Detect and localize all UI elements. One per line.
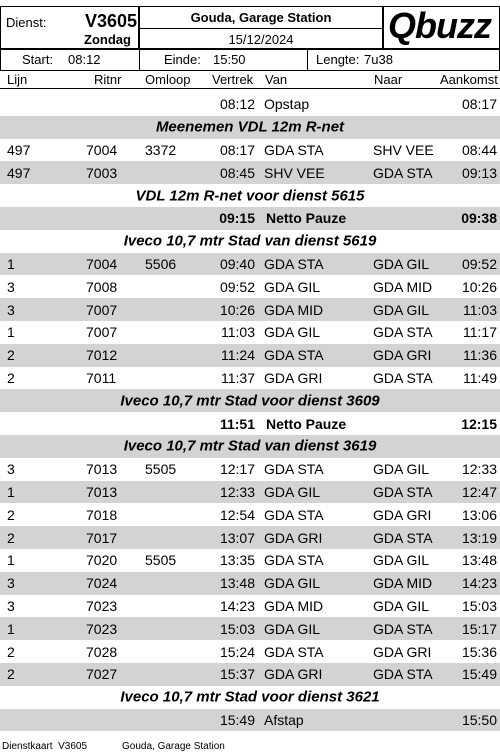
cell-van: GDA STA bbox=[264, 506, 324, 523]
cell-naar: GDA STA bbox=[373, 324, 433, 341]
table-row bbox=[0, 481, 500, 504]
cell-van: GDA GIL bbox=[264, 324, 321, 341]
cell-ritnr: 7004 bbox=[86, 141, 118, 158]
cell-ritnr: 7023 bbox=[86, 597, 118, 614]
cell-aankomst: 08:44 bbox=[461, 141, 497, 158]
cell-vertrek: 13:35 bbox=[219, 552, 255, 569]
cell-vertrek: 11:37 bbox=[221, 369, 255, 386]
cell-van: Netto Pauze bbox=[266, 210, 347, 227]
cell-lijn: 3 bbox=[7, 575, 15, 592]
cell-lijn: 2 bbox=[7, 369, 15, 386]
cell-lijn: 1 bbox=[7, 324, 15, 341]
cell-van: GDA STA bbox=[264, 461, 324, 478]
cell-naar: GDA GIL bbox=[373, 301, 430, 318]
cell-van: GDA STA bbox=[264, 552, 324, 569]
cell-aankomst: 11:36 bbox=[463, 347, 497, 364]
cell-ritnr: 7012 bbox=[86, 347, 118, 364]
cell-aankomst: 15:36 bbox=[461, 643, 497, 660]
cell-naar: GDA STA bbox=[373, 529, 433, 546]
table-row bbox=[0, 139, 500, 162]
col-vertrek: Vertrek bbox=[212, 72, 254, 87]
cell-van: GDA GIL bbox=[264, 483, 321, 500]
section-title: Iveco 10,7 mtr Stad van dienst 5619 bbox=[123, 232, 377, 250]
cell-ritnr: 7028 bbox=[86, 643, 118, 660]
cell-omloop: 5505 bbox=[145, 552, 177, 569]
afstap-row bbox=[0, 709, 500, 732]
date-label: 15/12/2024 bbox=[228, 32, 294, 47]
table-row bbox=[0, 253, 500, 276]
cell-naar: GDA STA bbox=[373, 620, 433, 637]
cell-ritnr: 7013 bbox=[86, 483, 118, 500]
cell-naar: GDA GRI bbox=[373, 347, 432, 364]
cell-lijn: 2 bbox=[7, 666, 15, 683]
section-title: Iveco 10,7 mtr Stad voor dienst 3621 bbox=[120, 688, 380, 706]
start-label: Start: bbox=[22, 52, 54, 67]
section-header bbox=[0, 116, 500, 139]
cell-naar: GDA GRI bbox=[373, 643, 432, 660]
table-row bbox=[0, 549, 500, 572]
table-row bbox=[0, 93, 500, 116]
cell-naar: GDA MID bbox=[373, 278, 433, 295]
table-row bbox=[0, 321, 500, 344]
cell-vertrek: 12:54 bbox=[219, 506, 255, 523]
cell-van: GDA GRI bbox=[264, 666, 323, 683]
cell-van: Opstap bbox=[264, 96, 310, 113]
cell-ritnr: 7003 bbox=[86, 164, 118, 181]
cell-aankomst: 11:49 bbox=[463, 369, 497, 386]
cell-naar: SHV VEE bbox=[373, 141, 434, 158]
table-row bbox=[0, 367, 500, 390]
cell-vertrek: 08:12 bbox=[219, 96, 255, 113]
cell-lijn: 497 bbox=[7, 141, 31, 158]
cell-van: GDA MID bbox=[264, 597, 324, 614]
cell-vertrek: 09:15 bbox=[219, 210, 255, 227]
cell-ritnr: 7007 bbox=[86, 301, 118, 318]
cell-aankomst: 13:06 bbox=[461, 506, 497, 523]
section-header bbox=[0, 435, 500, 458]
cell-vertrek: 12:33 bbox=[219, 483, 255, 500]
cell-vertrek: 09:40 bbox=[219, 255, 255, 272]
section-header bbox=[0, 184, 500, 207]
cell-aankomst: 15:50 bbox=[461, 711, 497, 728]
table-row bbox=[0, 526, 500, 549]
header-divider bbox=[139, 28, 383, 29]
table-row bbox=[0, 458, 500, 481]
cell-omloop: 5506 bbox=[145, 255, 177, 272]
table-row bbox=[0, 503, 500, 526]
location-label: Gouda, Garage Station bbox=[190, 10, 332, 25]
cell-vertrek: 11:03 bbox=[221, 324, 255, 341]
cell-lijn: 2 bbox=[7, 643, 15, 660]
table-row bbox=[0, 572, 500, 595]
cell-aankomst: 09:13 bbox=[461, 164, 497, 181]
cell-lijn: 3 bbox=[7, 278, 15, 295]
cell-van: GDA MID bbox=[264, 301, 324, 318]
table-row bbox=[0, 663, 500, 686]
cell-vertrek: 10:26 bbox=[219, 301, 255, 318]
cell-aankomst: 11:17 bbox=[463, 324, 497, 341]
cell-ritnr: 7027 bbox=[86, 666, 118, 683]
pause-row bbox=[0, 412, 500, 435]
times-divider-2 bbox=[307, 49, 308, 71]
cell-vertrek: 11:51 bbox=[219, 415, 255, 432]
cell-lijn: 1 bbox=[7, 255, 15, 272]
cell-naar: GDA GIL bbox=[373, 255, 430, 272]
cell-vertrek: 13:07 bbox=[219, 529, 255, 546]
cell-lijn: 3 bbox=[7, 461, 15, 478]
cell-vertrek: 15:37 bbox=[219, 666, 255, 683]
cell-aankomst: 13:19 bbox=[461, 529, 497, 546]
cell-van: Afstap bbox=[264, 711, 304, 728]
column-header-row bbox=[0, 71, 500, 89]
col-van: Van bbox=[265, 72, 288, 87]
cell-vertrek: 15:03 bbox=[219, 620, 255, 637]
col-lijn: Lijn bbox=[7, 72, 28, 87]
section-header bbox=[0, 389, 500, 412]
footer-left: Dienstkaart V3605 bbox=[2, 741, 88, 752]
col-aankomst: Aankomst bbox=[440, 72, 498, 87]
col-naar: Naar bbox=[374, 72, 403, 87]
cell-aankomst: 10:26 bbox=[461, 278, 497, 295]
cell-lijn: 2 bbox=[7, 347, 15, 364]
lengte-value: 7u38 bbox=[364, 52, 393, 67]
cell-van: GDA GIL bbox=[264, 278, 321, 295]
cell-van: GDA GRI bbox=[264, 369, 323, 386]
cell-lijn: 2 bbox=[7, 529, 15, 546]
cell-naar: GDA STA bbox=[373, 164, 433, 181]
cell-aankomst: 14:23 bbox=[461, 575, 497, 592]
cell-vertrek: 09:52 bbox=[219, 278, 255, 295]
cell-naar: GDA STA bbox=[373, 369, 433, 386]
cell-lijn: 2 bbox=[7, 506, 15, 523]
cell-lijn: 1 bbox=[7, 552, 15, 569]
col-omloop: Omloop bbox=[145, 72, 191, 87]
day-label: Zondag bbox=[84, 32, 131, 47]
cell-ritnr: 7011 bbox=[86, 369, 117, 386]
table-row bbox=[0, 275, 500, 298]
cell-vertrek: 08:17 bbox=[219, 141, 255, 158]
section-header bbox=[0, 686, 500, 709]
cell-ritnr: 7018 bbox=[86, 506, 118, 523]
section-header bbox=[0, 230, 500, 253]
table-row bbox=[0, 298, 500, 321]
col-ritnr: Ritnr bbox=[94, 72, 122, 87]
cell-aankomst: 11:03 bbox=[463, 301, 497, 318]
section-title: Iveco 10,7 mtr Stad van dienst 3619 bbox=[123, 437, 377, 455]
cell-naar: GDA MID bbox=[373, 575, 433, 592]
cell-ritnr: 7007 bbox=[86, 324, 118, 341]
section-title: Meenemen VDL 12m R-net bbox=[155, 118, 345, 136]
cell-lijn: 1 bbox=[7, 620, 15, 637]
cell-lijn: 1 bbox=[7, 483, 15, 500]
cell-vertrek: 14:23 bbox=[219, 597, 255, 614]
cell-vertrek: 15:49 bbox=[219, 711, 255, 728]
cell-van: GDA STA bbox=[264, 255, 324, 272]
cell-van: Netto Pauze bbox=[266, 415, 347, 432]
qbuzz-logo: Qbuzz bbox=[388, 5, 491, 46]
table-row bbox=[0, 344, 500, 367]
cell-naar: GDA GIL bbox=[373, 552, 430, 569]
dienst-value: V3605 bbox=[85, 11, 138, 31]
cell-van: GDA STA bbox=[264, 141, 324, 158]
cell-aankomst: 13:48 bbox=[461, 552, 497, 569]
cell-aankomst: 12:33 bbox=[461, 461, 497, 478]
cell-ritnr: 7004 bbox=[86, 255, 118, 272]
cell-aankomst: 09:38 bbox=[461, 210, 497, 227]
einde-value: 15:50 bbox=[213, 52, 246, 67]
cell-vertrek: 08:45 bbox=[219, 164, 255, 181]
cell-vertrek: 13:48 bbox=[219, 575, 255, 592]
section-title: VDL 12m R-net voor dienst 5615 bbox=[135, 187, 365, 205]
cell-naar: GDA STA bbox=[373, 483, 433, 500]
section-title: Iveco 10,7 mtr Stad voor dienst 3609 bbox=[120, 392, 380, 410]
dienst-label: Dienst: bbox=[6, 15, 47, 30]
cell-lijn: 3 bbox=[7, 597, 15, 614]
cell-van: SHV VEE bbox=[264, 164, 325, 181]
cell-naar: GDA GIL bbox=[373, 597, 430, 614]
times-divider-1 bbox=[139, 49, 140, 71]
cell-aankomst: 15:49 bbox=[461, 666, 497, 683]
cell-aankomst: 12:15 bbox=[461, 415, 497, 432]
start-value: 08:12 bbox=[68, 52, 101, 67]
table-row bbox=[0, 595, 500, 618]
cell-van: GDA GIL bbox=[264, 575, 321, 592]
cell-aankomst: 15:17 bbox=[461, 620, 497, 637]
cell-aankomst: 15:03 bbox=[461, 597, 497, 614]
cell-naar: GDA GIL bbox=[373, 461, 430, 478]
table-row bbox=[0, 161, 500, 184]
table-row bbox=[0, 640, 500, 663]
cell-ritnr: 7023 bbox=[86, 620, 118, 637]
cell-ritnr: 7008 bbox=[86, 278, 118, 295]
cell-aankomst: 12:47 bbox=[461, 483, 497, 500]
cell-vertrek: 12:17 bbox=[219, 461, 255, 478]
cell-ritnr: 7013 bbox=[86, 461, 118, 478]
einde-label: Einde: bbox=[164, 52, 201, 67]
cell-naar: GDA STA bbox=[373, 666, 433, 683]
cell-omloop: 3372 bbox=[145, 141, 177, 158]
cell-vertrek: 15:24 bbox=[219, 643, 255, 660]
cell-omloop: 5505 bbox=[145, 461, 177, 478]
pause-row bbox=[0, 207, 500, 230]
cell-lijn: 497 bbox=[7, 164, 31, 181]
cell-van: GDA STA bbox=[264, 643, 324, 660]
cell-ritnr: 7024 bbox=[86, 575, 118, 592]
cell-vertrek: 11:24 bbox=[221, 347, 255, 364]
cell-ritnr: 7020 bbox=[86, 552, 118, 569]
cell-lijn: 3 bbox=[7, 301, 15, 318]
cell-van: GDA GRI bbox=[264, 529, 323, 546]
table-row bbox=[0, 617, 500, 640]
cell-ritnr: 7017 bbox=[86, 529, 118, 546]
cell-naar: GDA GRI bbox=[373, 506, 432, 523]
cell-aankomst: 08:17 bbox=[461, 96, 497, 113]
cell-van: GDA GIL bbox=[264, 620, 321, 637]
cell-aankomst: 09:52 bbox=[461, 255, 497, 272]
lengte-label: Lengte: bbox=[316, 52, 360, 67]
footer-right: Gouda, Garage Station bbox=[122, 741, 225, 752]
cell-van: GDA STA bbox=[264, 347, 324, 364]
